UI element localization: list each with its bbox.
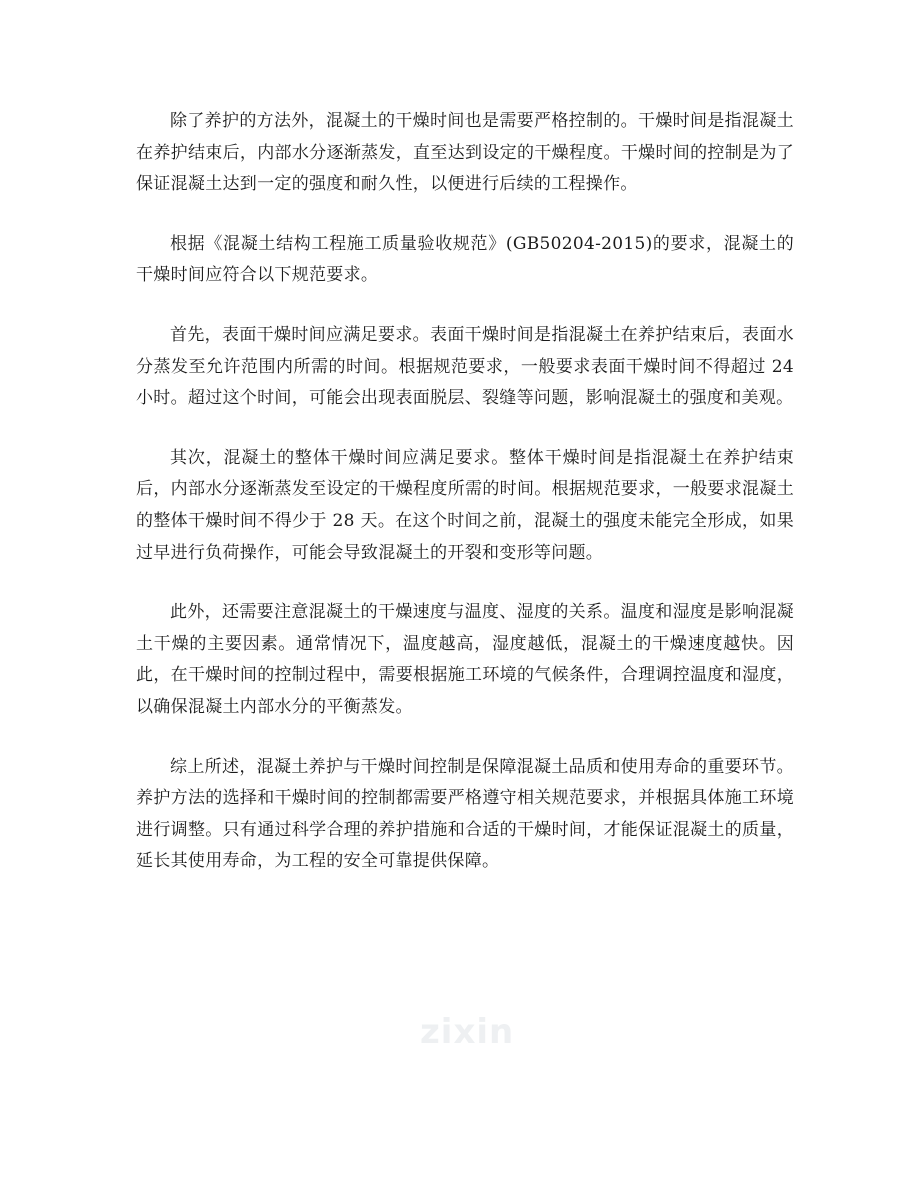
paragraph-standard-reference: 根据《混凝土结构工程施工质量验收规范》(GB50204-2015)的要求，混凝土的干燥时间应符合以下规范要求。	[136, 233, 794, 286]
document-body	[136, 106, 794, 906]
paragraph-conclusion: 综上所述，混凝土养护与干燥时间控制是保障混凝土品质和使用寿命的重要环节。养护方法的选择和干燥时间的控制都需要严格遵守相关规范要求，并根据具体施工环境进行调整。只有通过科学合理的养护措施和合适的干燥时间，才能保证混凝土的质量，延长其使用寿命，为工程的安全可靠提供保障。	[136, 756, 794, 872]
watermark-logo: zixin	[420, 1012, 515, 1052]
paragraph-temperature-humidity: 此外，还需要注意混凝土的干燥速度与温度、湿度的关系。温度和湿度是影响混凝土干燥的主要因素。通常情况下，温度越高，湿度越低，混凝土的干燥速度越快。因此，在干燥时间的控制过程中，需要根据施工环境的气候条件，合理调控温度和湿度，以确保混凝土内部水分的平衡蒸发。	[136, 602, 794, 717]
paragraph-drying-time-intro: 除了养护的方法外，混凝土的干燥时间也是需要严格控制的。干燥时间是指混凝土在养护结束后，内部水分逐渐蒸发，直至达到设定的干燥程度。干燥时间的控制是为了保证混凝土达到一定的强度和耐久性，以便进行后续的工程操作。	[136, 111, 794, 195]
paragraph-surface-drying: 首先，表面干燥时间应满足要求。表面干燥时间是指混凝土在养护结束后，表面水分蒸发至允许范围内所需的时间。根据规范要求，一般要求表面干燥时间不得超过 24 小时。超过这个时间，可能会出现表面脱层、裂缝等问题，影响混凝土的强度和美观。	[136, 324, 794, 409]
paragraph-overall-drying: 其次，混凝土的整体干燥时间应满足要求。整体干燥时间是指混凝土在养护结束后，内部水分逐渐蒸发至设定的干燥程度所需的时间。根据规范要求，一般要求混凝土的整体干燥时间不得少于 28 天。在这个时间之前，混凝土的强度未能完全形成，如果过早进行负荷操作，可能会导致混凝土的开裂和变形等问题。	[136, 447, 794, 563]
